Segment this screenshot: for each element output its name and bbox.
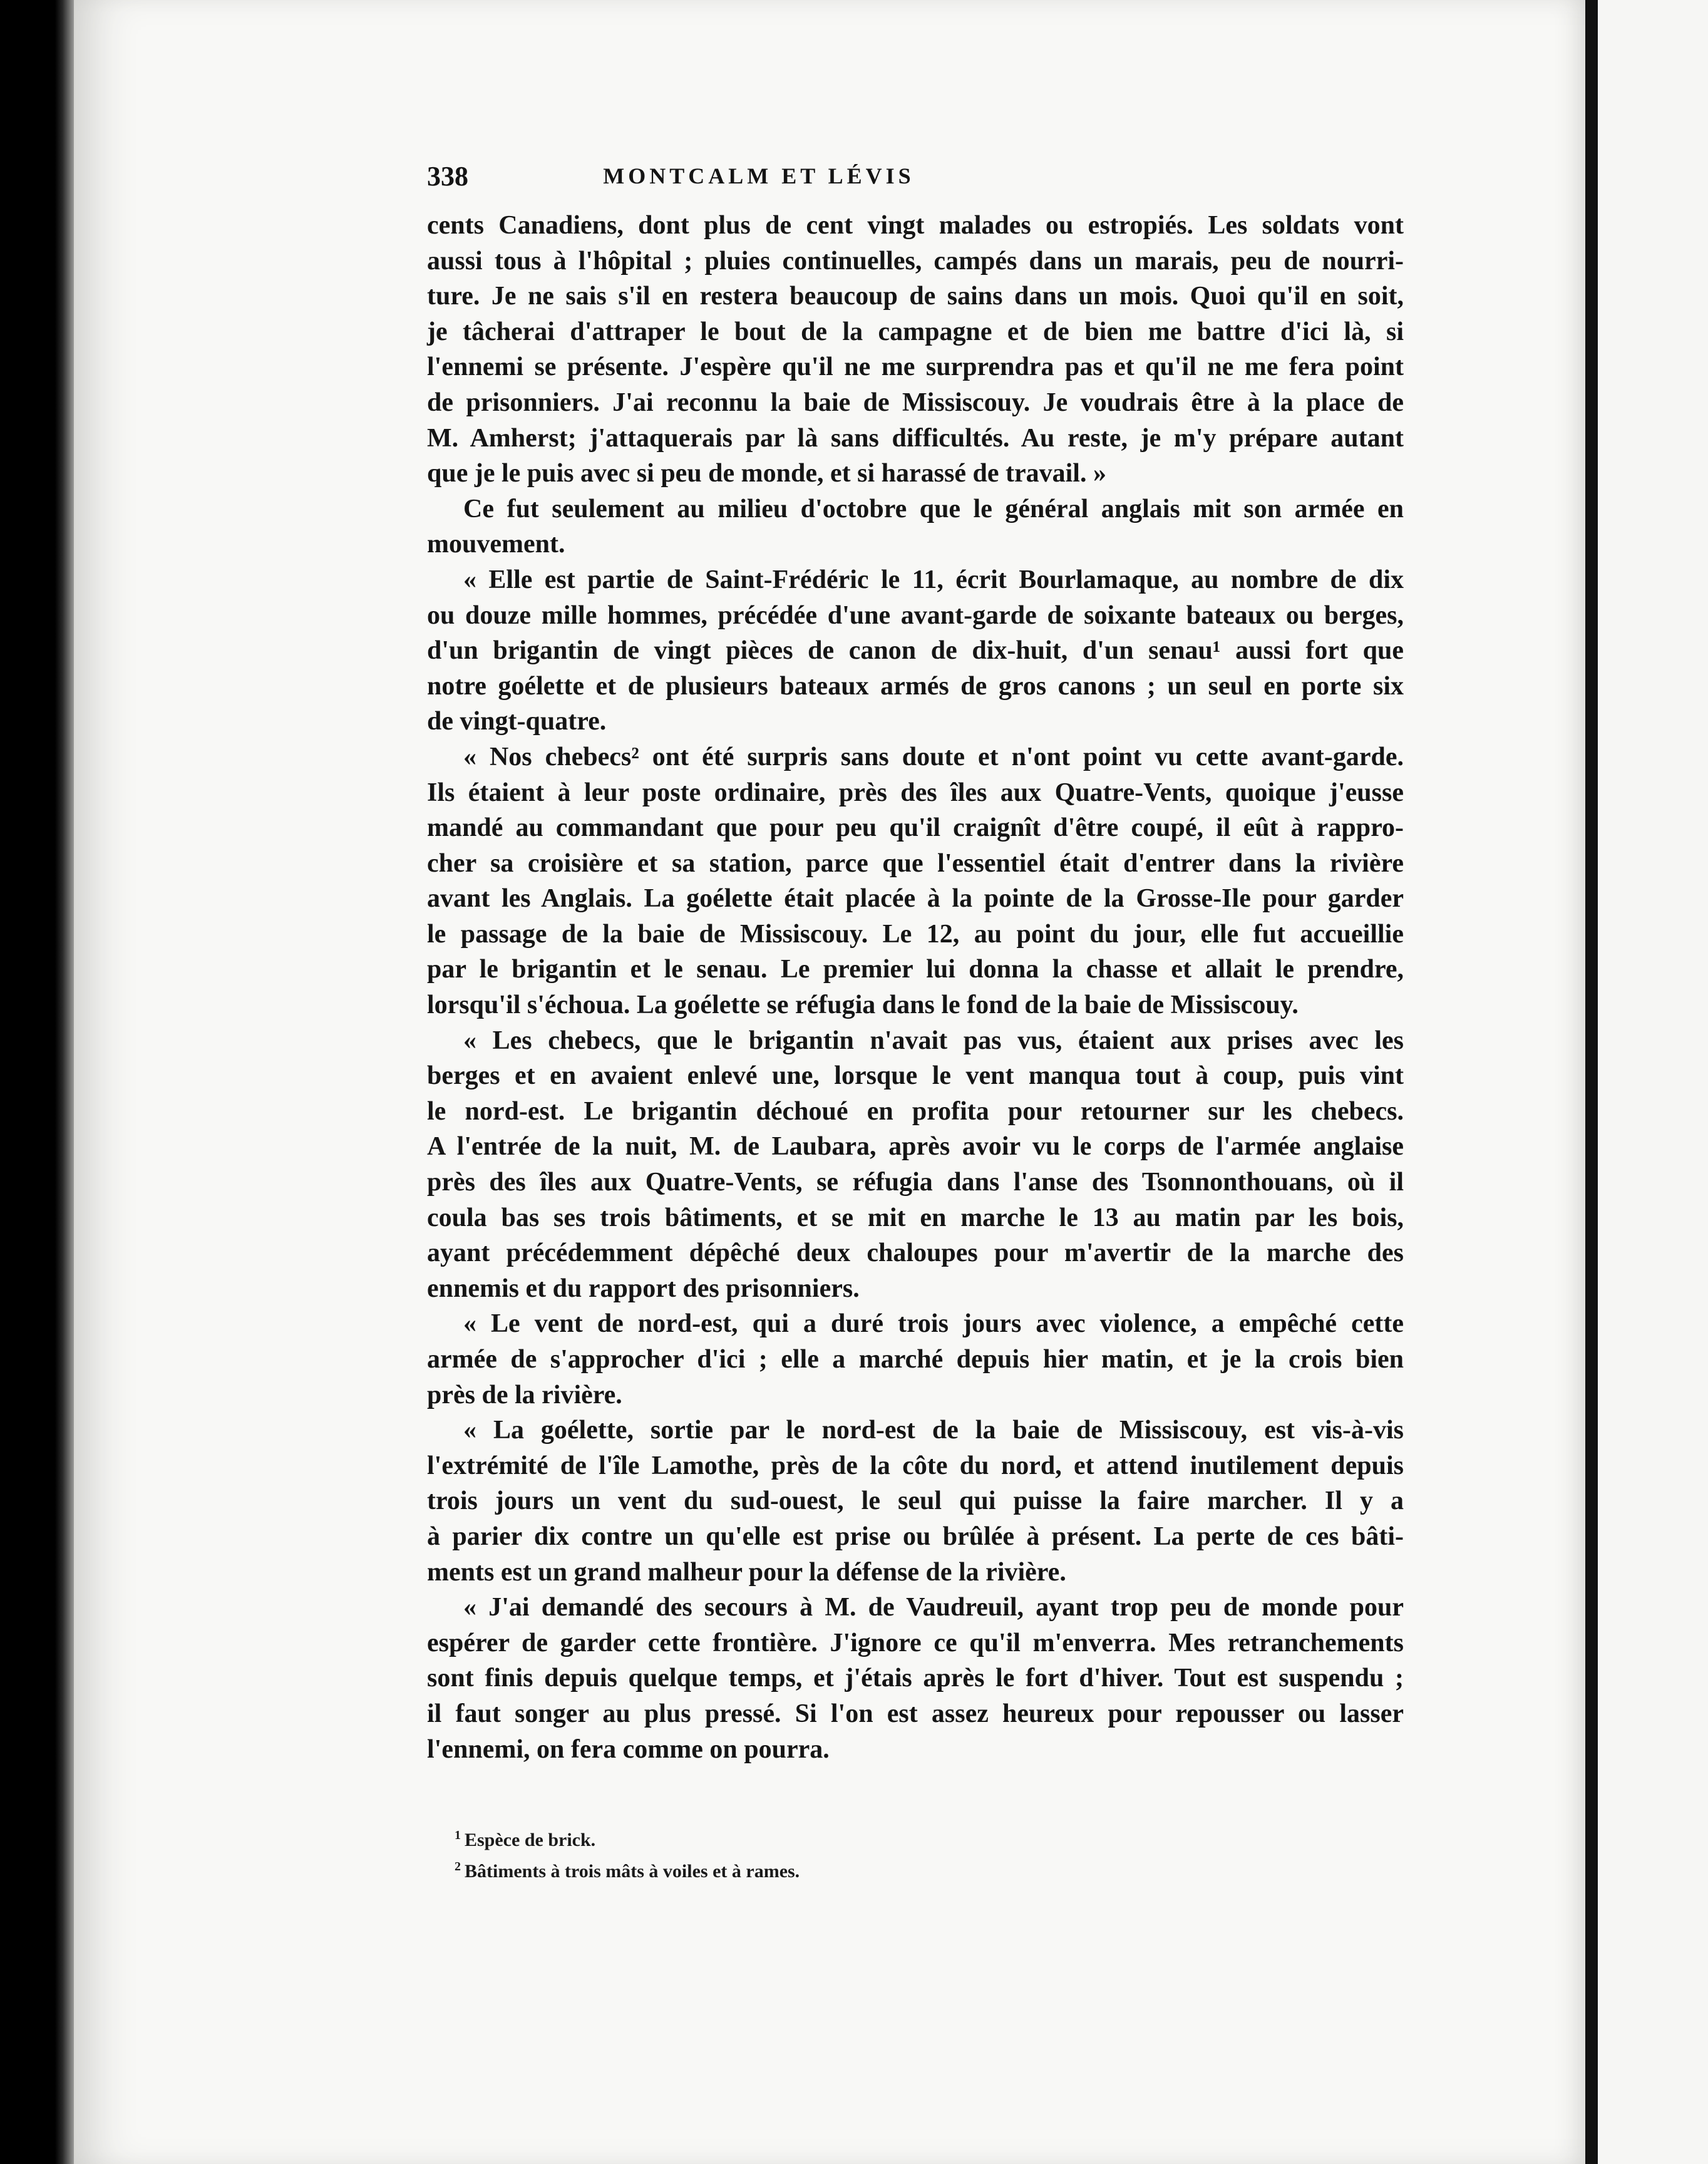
text-line: l'ennemi, on fera comme on pourra. <box>427 1734 830 1764</box>
text-line: il faut songer au plus pressé. Si l'on est assez heureux pour repousser ou lasser <box>427 1699 1404 1728</box>
facing-page-margin <box>1598 0 1708 2164</box>
text-line: ennemis et du rapport des prisonniers. <box>427 1274 860 1303</box>
footnote-mark: 2 <box>455 1860 461 1873</box>
text-line: « Les chebecs, que le brigantin n'avait pas vus, étaient aux prises avec les <box>463 1026 1404 1055</box>
text-line: avant les Anglais. La goélette était placée à la pointe de la Grosse-Ile pour garder <box>427 884 1404 914</box>
footnotes <box>455 1822 1268 1885</box>
text-line: « La goélette, sortie par le nord-est de la baie de Missiscouy, est vis-à-vis <box>463 1416 1404 1445</box>
text-line: de prisonniers. J'ai reconnu la baie de Missiscouy. Je voudrais être à la place de <box>427 388 1404 417</box>
text-line: par le brigantin et le senau. Le premier lui donna la chasse et allait le prendre, <box>427 955 1404 984</box>
page-number: 338 <box>427 161 468 192</box>
text-line: « J'ai demandé des secours à M. de Vaudreuil, ayant trop peu de monde pour <box>463 1593 1404 1622</box>
footnote <box>455 1822 1268 1853</box>
text-line: ayant précédemment dépêché deux chaloupes pour m'avertir de la marche des <box>427 1239 1404 1268</box>
text-line: mandé au commandant que pour peu qu'il craignît d'être coupé, il eût à rappro- <box>427 813 1404 843</box>
text-line: mouvement. <box>427 530 565 559</box>
text-line: cents Canadiens, dont plus de cent vingt malades ou estropiés. Les soldats vont <box>427 211 1404 240</box>
text-line: l'ennemi se présente. J'espère qu'il ne me surprendra pas et qu'il ne me fera point <box>427 353 1404 382</box>
text-line: « Le vent de nord-est, qui a duré trois jours avec violence, a empêché cette <box>463 1309 1404 1339</box>
text-line: à parier dix contre un qu'elle est prise ou brûlée à présent. La perte de ces bâti- <box>427 1522 1404 1551</box>
text-line: l'extrémité de l'île Lamothe, près de la côte du nord, et attend inutilement depuis <box>427 1451 1404 1480</box>
body-text <box>427 208 1404 1767</box>
page-header <box>427 160 1091 192</box>
text-line: notre goélette et de plusieurs bateaux armés de gros canons ; un seul en porte six <box>427 671 1404 701</box>
text-line: sont finis depuis quelque temps, et j'étais après le fort d'hiver. Tout est suspendu ; <box>427 1664 1404 1693</box>
text-line: le nord-est. Le brigantin déchoué en profita pour retourner sur les chebecs. <box>427 1096 1404 1126</box>
text-line: berges et en avaient enlevé une, lorsque le vent manqua tout à coup, puis vint <box>427 1061 1404 1091</box>
text-line: coula bas ses trois bâtiments, et se mit en marche le 13 au matin par les bois, <box>427 1203 1404 1232</box>
book-spine-shadow <box>0 0 74 2164</box>
text-line: espérer de garder cette frontière. J'ignore ce qu'il m'enverra. Mes retranchements <box>427 1628 1404 1657</box>
text-line: Ils étaient à leur poste ordinaire, près des îles aux Quatre-Vents, quoique j'eusse <box>427 778 1404 807</box>
text-line: près de la rivière. <box>427 1380 622 1409</box>
text-line: M. Amherst; j'attaquerais par là sans difficultés. Au reste, je m'y prépare autant <box>427 423 1404 453</box>
text-line: de vingt-quatre. <box>427 707 607 736</box>
text-line: trois jours un vent du sud-ouest, le seul qui puisse la faire marcher. Il y a <box>427 1486 1404 1516</box>
text-line: d'un brigantin de vingt pièces de canon de dix-huit, d'un senau¹ aussi fort que <box>427 636 1404 666</box>
text-line: « Nos chebecs² ont été surpris sans doute et n'ont point vu cette avant-garde. <box>463 742 1404 771</box>
text-line: ou douze mille hommes, précédée d'une avant-garde de soixante bateaux ou berges, <box>427 600 1404 630</box>
text-line: Ce fut seulement au milieu d'octobre que le général anglais mit son armée en <box>463 494 1404 523</box>
text-line: le passage de la baie de Missiscouy. Le 12, au point du jour, elle fut accueillie <box>427 919 1404 949</box>
text-line: lorsqu'il s'échoua. La goélette se réfugia dans le fond de la baie de Missiscouy. <box>427 991 1299 1020</box>
text-line: « Elle est partie de Saint-Frédéric le 11, écrit Bourlamaque, au nombre de dix <box>463 565 1404 594</box>
footnote-mark: 1 <box>455 1828 461 1842</box>
running-title: MONTCALM ET LÉVIS <box>603 163 915 188</box>
text-line: ments est un grand malheur pour la défense de la rivière. <box>427 1557 1066 1587</box>
text-line: aussi tous à l'hôpital ; pluies continuelles, campés dans un marais, peu de nourri- <box>427 246 1404 276</box>
footnote-text: Bâtiments à trois mâts à voiles et à rames. <box>465 1861 800 1882</box>
text-line: cher sa croisière et sa station, parce que l'essentiel était d'entrer dans la rivière <box>427 848 1404 878</box>
text-line: armée de s'approcher d'ici ; elle a marché depuis hier matin, et je la crois bien <box>427 1345 1404 1374</box>
text-line: A l'entrée de la nuit, M. de Laubara, après avoir vu le corps de l'armée anglaise <box>427 1132 1404 1162</box>
text-line: je tâcherai d'attraper le bout de la campagne et de bien me battre d'ici là, si <box>427 317 1404 346</box>
footnote <box>455 1853 1268 1885</box>
page-edge-divider <box>1585 0 1598 2164</box>
text-line: près des îles aux Quatre-Vents, se réfugia dans l'anse des Tsonnonthouans, où il <box>427 1168 1404 1197</box>
footnote-text: Espèce de brick. <box>465 1830 596 1850</box>
text-line: que je le puis avec si peu de monde, et si harassé de travail. » <box>427 459 1106 488</box>
text-line: ture. Je ne sais s'il en restera beaucoup de sains dans un mois. Quoi qu'il en soit, <box>427 282 1404 311</box>
